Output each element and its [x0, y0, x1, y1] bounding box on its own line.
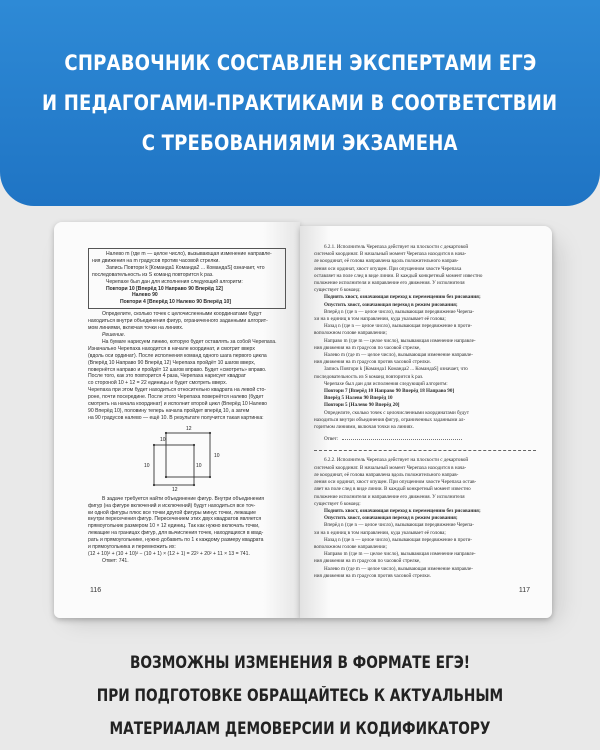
answer-label: Ответ: — [324, 436, 339, 443]
text-line: Запись Повтори k [Команда1 Команда2 ... КомандаS] означает, что — [106, 264, 265, 271]
disclaimer-line-1: ВОЗМОЖНЫ ИЗМЕНЕНИЯ В ФОРМАТЕ ЕГЭ! — [129, 653, 471, 672]
figure-label: 10 — [144, 462, 150, 469]
code-line: Налево 90 — [132, 292, 158, 299]
figure-label: 10 — [214, 452, 220, 459]
text-line: последовательность из S команд повторится k раз. — [314, 373, 424, 380]
text-line: смотреть на начала координат) и исполнит второй цикл (Вперёд 10 Налево — [88, 401, 267, 408]
command-line: Назад n (где n — целое число), вызывающая передвижение в проти- — [324, 536, 472, 543]
command-line: воположном голове направлении; — [314, 543, 387, 550]
text-line: На бумаге нарисуем линию, которую будет оставлять за собой Черепаха. — [102, 338, 277, 345]
text-line: мом линиями, включая точки на линиях. — [88, 325, 184, 332]
text-line: Черепахе был дан для исполнения следующий алгоритм: — [106, 278, 243, 285]
text-line: горитмом линиями, включая точки на линиях. — [314, 424, 414, 431]
answer-line: Ответ: 741. — [102, 557, 129, 564]
text-line: 90 Вперёд 10), половину теперь начала пройдет вперёд 10, а затем — [88, 407, 250, 414]
text-line: Определите, сколько точек с целочисленными координатами будут — [102, 311, 262, 318]
text-line: прямоугольник размером 10 × 12 единиц. Так как нужно включать точки, — [88, 523, 260, 530]
text-line: рать и прямоугольнике, нужно добавить по 1 к каждому размеру квадрата — [88, 537, 264, 544]
page-number-left: 116 — [90, 587, 102, 594]
solution-heading: Решение. — [102, 331, 126, 338]
command-line: Вперёд n (где n — целое число), вызывающая передвижение Черепа- — [324, 522, 474, 529]
code-line: Вперёд 5 Налево 90 Вперёд 10 — [324, 395, 393, 402]
text-line: повернётся направо и пройдёт 12 шагов вправо. Будет «смотреть» вправо. — [88, 366, 267, 373]
figure-square-small — [154, 445, 194, 485]
command-line: ния движения на m градусов по часовой стрелке, — [314, 558, 421, 565]
text-line: положение исполнителя и направление его движения. У исполнителя — [314, 493, 465, 500]
code-line: Повтори 10 [Вперёд 10 Направо 90 Вперёд 12] — [106, 285, 223, 292]
text-line: внутри пересечения фигур. Пересечением этих двух квадратов является — [88, 516, 262, 523]
turtle-figure — [132, 425, 242, 493]
figure-label: 10 — [196, 462, 202, 469]
text-line: Определите, сколько точек с целочисленными координатами будут — [324, 409, 469, 416]
text-line: существует 6 команд: — [314, 500, 361, 507]
command-line: Поднять хвост, означающая переход к перемещению без рисования; — [324, 294, 481, 301]
answer-blank — [342, 435, 462, 440]
text-line: последовательность из S команд повторится k раз. — [92, 271, 214, 278]
text-line: В задаче требуется найти объединение фигур. Внутри объединения — [102, 495, 265, 502]
page-number-right: 117 — [518, 587, 530, 594]
command-line: Опустить хвост, означающая переход в режим рисования; — [324, 515, 458, 522]
text-line: ки одной фигуры плюс все точки другой фигуры минус точки, лежащие — [88, 509, 256, 516]
banner-line-1: СПРАВОЧНИК СОСТАВЛЕН ЭКСПЕРТАМИ ЕГЭ — [63, 51, 536, 75]
command-line: хи на n единиц в том направлении, куда указывает её голова; — [314, 316, 446, 323]
disclaimer-line-3: МАТЕРИАЛАМ ДЕМОВЕРСИИ И КОДИФИКАТОРУ — [109, 719, 491, 738]
disclaimer-line-2: ПРИ ПОДГОТОВКЕ ОБРАЩАЙТЕСЬ К АКТУАЛЬНЫМ — [96, 686, 504, 705]
command-line: Назад n (где n — целое число), вызывающая передвижение в проти- — [324, 323, 472, 330]
text-line: системой координат. В начальный момент Черепаха находится в нача- — [314, 464, 467, 471]
text-line: Изначально Черепаха находится в начале координат, и смотрит вверх — [88, 345, 255, 352]
task-statement-box — [88, 248, 286, 309]
book-page-left — [54, 222, 300, 618]
figure-label: 10 — [160, 436, 166, 443]
text-line: Черепаха при этом будет находиться относительно квадрата на левой сто- — [88, 387, 266, 394]
text-line: Запись Повтори k [Команда1 Команда2 ... КомандаS] означает, что — [324, 366, 468, 373]
text-line: ления оси ординат, хвост опущен. При опущенном хвосте Черепаха — [314, 265, 462, 272]
figure-square-large — [166, 433, 210, 477]
text-line: на 90 градусов налево — ещё 10. В результате получится такая картинка: — [88, 414, 264, 421]
text-line: Черепахе был дан для исполнения следующий алгоритм: — [324, 380, 448, 387]
turtle-figure-svg — [132, 425, 242, 493]
formula-line: (12 + 10)² + (10 + 10)² − (10 + 1) × (12 + 1) = 22² + 20² + 11 × 13 = 741. — [88, 551, 250, 557]
text-line: ления оси ординат, хвост опущен. При опущенном хвосте Черепаха остав- — [314, 479, 477, 486]
command-line: хи на n единиц в том направлении, куда указывает её голова; — [314, 529, 446, 536]
code-line: Повтори 4 [Вперёд 10 Налево 90 Вперёд 10] — [120, 299, 231, 306]
text-line: 6.2.2. Исполнитель Черепаха действует на плоскости с декартовой — [324, 457, 469, 464]
code-line: Повтори 7 [Вперёд 10 Направо 90 Вперёд 18 Направо 90] — [324, 388, 455, 395]
text-line: фигур (на фигуре включений и исключений) будут находиться все точ- — [88, 502, 256, 509]
text-line: Налево m (где m — целое число), вызывающая изменение направле- — [106, 251, 272, 257]
text-line: со стороной 10 + 12 = 22 единицы и будет смотреть вверх. — [88, 380, 228, 387]
command-line: Направо m (где m — целое число), вызывающая изменение направле- — [324, 551, 476, 558]
banner-line-2: И ПЕДАГОГАМИ-ПРАКТИКАМИ В СООТВЕТСТВИИ — [42, 91, 558, 115]
text-line: ляет на поле след в виде линии. В каждый конкретный момент известно — [314, 486, 471, 493]
answer-row — [314, 435, 536, 443]
text-line: системой координат. В начальный момент Черепаха находится в нача- — [314, 251, 467, 258]
text-line: (Вперёд 10 Направо 90 Вперёд 12) Черепаха пройдёт 10 шагов вверх, — [88, 359, 256, 366]
command-line: Налево m (где m — целое число), вызывающая изменение направле- — [324, 352, 473, 359]
command-line: Вперёд n (где n — целое число), вызывающая передвижение Черепа- — [324, 308, 474, 315]
section-divider — [314, 450, 536, 451]
text-line: (вдоль оси ординат). После исполнения команд одного шага первого цикла — [88, 352, 267, 359]
figure-label: 12 — [172, 486, 178, 493]
text-line: 6.2.1. Исполнитель Черепаха действует на плоскости с декартовой — [324, 244, 469, 250]
text-line: После того, как это повторится 4 раза, Черепаха нарисует квадрат — [88, 373, 246, 380]
text-line: оставляет на поле след в виде линии. В каждый конкретный момент известно — [314, 272, 483, 279]
command-line: Опустить хвост, означающая переход в режим рисования; — [324, 301, 458, 308]
banner-line-3: С ТРЕБОВАНИЯМИ ЭКЗАМЕНА — [142, 131, 458, 155]
text-line: роне, почти посередине. После этого Черепаха повернётся налево (будет — [88, 394, 264, 401]
command-line: ния движения на m градусов против часовой стрелки. — [314, 572, 431, 579]
command-line: ния движения на m градусов против часовой стрелки. — [314, 359, 431, 366]
text-line: находиться внутри объединения фигур, ограниченных заданными ал- — [314, 416, 466, 423]
header-banner — [0, 0, 600, 206]
figure-label: 12 — [186, 425, 192, 432]
command-line: Поднять хвост, означающая переход к перемещению без рисования; — [324, 507, 481, 514]
command-line: Направо m (где m — целое число), вызывающая изменение направле- — [324, 337, 476, 344]
text-line: ле координат, её голова направлена вдоль положительного направ- — [314, 471, 459, 478]
command-line: Налево m (где m — целое число), вызывающая изменение направле- — [324, 565, 473, 572]
command-line: ния движения на m градусов по часовой стрелке, — [314, 344, 421, 351]
book-page-right — [300, 226, 552, 618]
text-line: ле координат, её голова направлена вдоль положительного направ- — [314, 258, 459, 265]
text-line: положение исполнителя и направление его движения. У исполнителя — [314, 280, 465, 287]
disclaimer-block — [0, 646, 600, 745]
command-line: воположном голове направлении; — [314, 330, 387, 337]
text-line: ния движения на m градусов против часовой стрелки. — [92, 257, 220, 264]
text-line: и прямоугольника и перемножить их: — [88, 544, 176, 551]
text-line: находиться внутри объединения фигур, ограниченного заданными алгорит- — [88, 318, 268, 325]
text-line: лежащие на границах фигур, для вычисления точек, находящихся в квад- — [88, 530, 264, 537]
code-line: Повтори 5 [Налево 90 Вперёд 20] — [324, 402, 400, 409]
text-line: существует 6 команд: — [314, 287, 361, 294]
